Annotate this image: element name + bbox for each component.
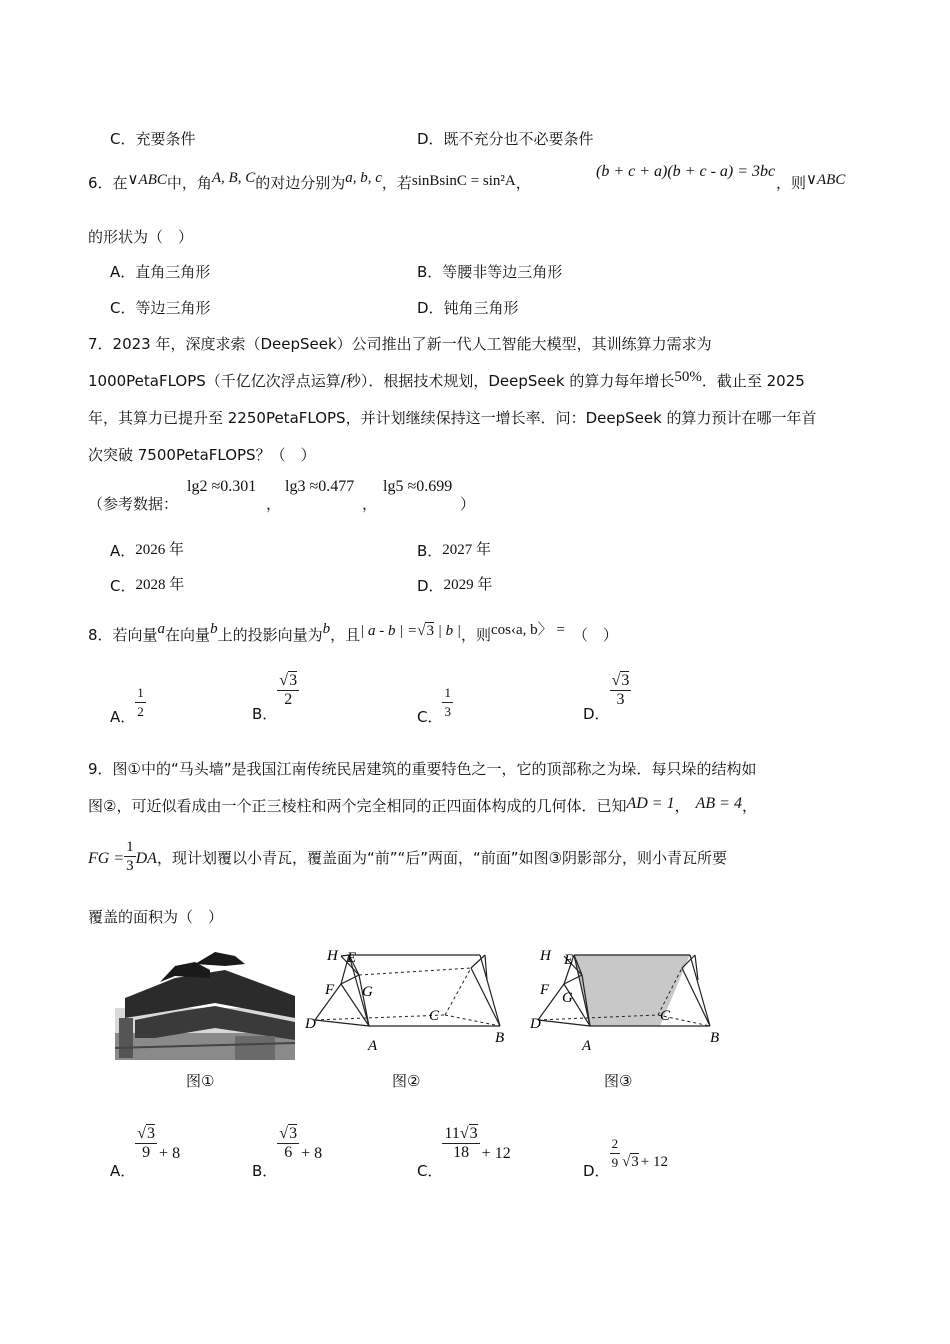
- q9-line4: 覆盖的面积为（ ）: [88, 908, 224, 926]
- option-letter: B．: [417, 542, 443, 560]
- point-label-g: G: [362, 984, 373, 1000]
- q8-vector-b: b: [210, 621, 218, 637]
- fraction-denominator: 18: [453, 1144, 470, 1161]
- q6-equation-1: sinBsinC = sin²A: [411, 173, 516, 189]
- figure-2-diagram: [305, 940, 520, 1052]
- q6-line2: 的形状为（ ）: [88, 228, 194, 246]
- fraction-denominator: 2: [284, 691, 293, 708]
- q6-text: 的对边分别为: [255, 174, 346, 192]
- point-label-f: F: [325, 982, 335, 998]
- point-label-c: C: [660, 1008, 671, 1024]
- fraction-denominator: 2: [137, 704, 144, 719]
- q6-angles: A, B, C: [211, 170, 256, 186]
- option-letter: C．: [110, 577, 136, 595]
- fraction-denominator: 3: [444, 704, 451, 719]
- q5-option-d[interactable]: D．既不充分也不必要条件: [417, 130, 594, 148]
- point-label-d: D: [530, 1016, 541, 1032]
- q6-then: [776, 172, 845, 193]
- q8-option-d[interactable]: [583, 672, 631, 723]
- point-label-e: E: [564, 952, 574, 968]
- fraction: $\frac{√3}{3}$: [611, 672, 630, 708]
- option-letter: A．: [110, 1162, 136, 1180]
- fraction-denominator: 6: [284, 1144, 293, 1161]
- option-root: √3: [622, 1154, 639, 1170]
- q6-text: ，则: [776, 174, 807, 192]
- fraction: $\frac{√3}{6}$: [279, 1125, 298, 1161]
- q9-option-c[interactable]: [417, 1125, 511, 1180]
- fraction: [135, 684, 146, 721]
- q7-text: ．截止至 2025: [701, 372, 805, 390]
- q8-text: 在向量: [165, 626, 211, 644]
- fraction: [124, 838, 136, 875]
- point-label-b: B: [495, 1030, 505, 1046]
- hidden-edge: [315, 1015, 445, 1020]
- q6-number: 6．在: [88, 174, 128, 192]
- q7-text: 1000PetaFLOPS（千亿亿次浮点运算/秒）．根据技术规划，DeepSeek 的算力每年增长: [88, 372, 675, 390]
- q7-growth: 50%: [674, 369, 702, 385]
- fraction-coefficient: 11: [444, 1125, 460, 1142]
- q6-option-d[interactable]: D．钝角三角形: [417, 299, 519, 317]
- fraction-denominator: 3: [126, 858, 134, 874]
- fraction: $\frac{√3}{2}$: [279, 672, 298, 708]
- fraction: $\frac{11√3}{18}$: [444, 1125, 478, 1161]
- q9-fg-left: FG =: [88, 850, 125, 867]
- q6-sides: a, b, c: [345, 170, 382, 186]
- fraction-numerator: 3: [289, 672, 298, 689]
- figure-3-label: 图③: [604, 1072, 633, 1090]
- option-tail: + 12: [481, 1145, 511, 1162]
- option-letter: D．: [583, 705, 610, 723]
- option-value: 2027 年: [442, 542, 492, 558]
- shaded-front-face: [574, 955, 690, 1026]
- edge: [538, 1020, 590, 1026]
- q6-line1: 6．在∨ABC中，角A, B, C的对边分别为a, b, c，若sinBsinC = sin²A，: [88, 170, 531, 192]
- fraction-numerator: 1: [442, 684, 453, 703]
- q9-line1: 9．图①中的“马头墙”是我国江南传统民居建筑的重要特色之一，它的顶部称之为垛．每只垛的结构如: [88, 760, 757, 778]
- fraction-numerator: 1: [135, 684, 146, 703]
- point-label-f: F: [540, 982, 550, 998]
- option-letter: D．: [583, 1162, 610, 1180]
- hidden-edge: [445, 1015, 500, 1026]
- q6-text: 中，角: [166, 174, 212, 192]
- root-value: 3: [631, 1154, 639, 1170]
- option-tail: + 8: [301, 1145, 323, 1162]
- q7-line4: 次突破 7500PetaFLOPS？（ ）: [88, 446, 316, 464]
- fraction: [442, 684, 453, 721]
- q9-ad: AD = 1: [626, 795, 675, 812]
- q8-cos: cos‹a, b〉 =: [490, 622, 565, 638]
- point-label-e: E: [347, 950, 357, 966]
- q6-equation-2: (b + c + a)(b + c - a) = 3bc: [596, 163, 776, 180]
- point-label-h: H: [327, 948, 338, 964]
- q9-fg-right: DA: [135, 850, 157, 867]
- q9-option-b[interactable]: [252, 1125, 323, 1180]
- q9-line2: 图②，可近似看成由一个正三棱柱和两个完全相同的正四面体构成的几何体．已知AD = 1， AB = 4，: [88, 795, 757, 815]
- q7-option-c[interactable]: [110, 575, 184, 596]
- q8-sqrt3: 3: [426, 623, 434, 639]
- edge: [315, 1020, 369, 1026]
- figure-2-label: 图②: [392, 1072, 421, 1090]
- hidden-edge: [359, 968, 471, 975]
- q8-abs-right: | b |: [437, 623, 461, 639]
- q7-option-a[interactable]: [110, 540, 184, 561]
- q6-option-b[interactable]: B．等腰非等边三角形: [417, 263, 563, 281]
- q6-option-c[interactable]: C．等边三角形: [110, 299, 211, 317]
- fraction: $\frac{√3}{9}$: [137, 1125, 156, 1161]
- figure-1-photo: [115, 948, 295, 1060]
- q7-option-b[interactable]: [417, 540, 491, 561]
- q6-text: ，若: [381, 174, 412, 192]
- q8-line1: [88, 621, 618, 645]
- point-label-b: B: [710, 1030, 720, 1046]
- figure-1-label: 图①: [186, 1072, 215, 1090]
- option-value: 2026 年: [135, 542, 185, 558]
- q9-text: 图②，可近似看成由一个正三棱柱和两个完全相同的正四面体构成的几何体．已知: [88, 797, 627, 815]
- q6-triangle: ∨ABC: [806, 172, 846, 188]
- q7-line1: 7．2023 年，深度求索（DeepSeek）公司推出了新一代人工智能大模型，其训练算力需求为: [88, 335, 712, 353]
- q6-option-a[interactable]: A．直角三角形: [110, 263, 211, 281]
- point-label-c: C: [429, 1008, 440, 1024]
- q8-option-b[interactable]: [252, 672, 299, 723]
- figure-3-diagram: [530, 940, 730, 1052]
- fraction-numerator: 1: [126, 839, 134, 855]
- q9-fg-line: [88, 838, 727, 875]
- q8-abs-expression: | a - b | =√3 | b |: [360, 623, 461, 639]
- q6-triangle: ∨ABC: [127, 172, 167, 188]
- hidden-edge: [445, 968, 471, 1015]
- q8-text: ，且: [330, 626, 361, 644]
- option-letter: B．: [252, 705, 278, 723]
- fraction: [610, 1135, 621, 1172]
- q8-text: ，则: [460, 626, 491, 644]
- option-letter: D．: [417, 577, 444, 595]
- option-value: 2028 年: [135, 577, 185, 593]
- point-label-d: D: [305, 1016, 316, 1032]
- q7-option-d[interactable]: [417, 575, 492, 596]
- q7-reference-close: ）: [460, 495, 476, 513]
- q7-lg2: lg2 ≈0.301: [187, 478, 257, 495]
- option-letter: A．: [110, 542, 136, 560]
- option-tail: + 8: [159, 1145, 181, 1162]
- q7-line3: 年，其算力已提升至 2250PetaFLOPS，并计划继续保持这一增长率．问：DeepSeek 的算力预计在哪一年首: [88, 409, 817, 427]
- q8-paren: （ ）: [572, 626, 618, 644]
- q7-comma: ，: [362, 495, 378, 513]
- q8-text: 上的投影向量为: [217, 626, 323, 644]
- q8-text: 8．若向量: [88, 626, 158, 644]
- q7-line2: [88, 370, 805, 391]
- q8-vector-b: b: [322, 621, 331, 637]
- option-letter: A．: [110, 708, 136, 726]
- point-label-a: A: [368, 1038, 378, 1052]
- fraction-denominator: 9: [142, 1144, 151, 1161]
- option-value: 2029 年: [443, 577, 493, 593]
- point-label-h: H: [540, 948, 551, 964]
- q8-abs-left: | a - b | =: [360, 623, 418, 639]
- fraction-numerator: 3: [621, 672, 630, 689]
- point-label-a: A: [582, 1038, 592, 1052]
- q7-lg3: lg3 ≈0.477: [285, 478, 355, 495]
- option-letter: B．: [252, 1162, 278, 1180]
- q9-text: ，现计划覆以小青瓦，覆盖面为“前”“后”两面，“前面”如图③阴影部分，则小青瓦所要: [156, 849, 728, 867]
- q8-option-c[interactable]: [417, 678, 453, 726]
- point-label-g: G: [562, 990, 573, 1006]
- q8-option-a[interactable]: [110, 678, 146, 726]
- q8-vector-a: a: [157, 621, 166, 637]
- fraction-numerator: 3: [469, 1125, 478, 1142]
- q9-option-a[interactable]: [110, 1125, 181, 1180]
- option-tail: + 12: [640, 1154, 669, 1170]
- fraction-numerator: 3: [289, 1125, 298, 1142]
- fraction-denominator: 9: [611, 1155, 619, 1170]
- edge: [480, 955, 500, 1026]
- q7-reference-open: （参考数据：: [88, 495, 179, 513]
- option-letter: C．: [417, 708, 443, 726]
- q7-comma: ，: [266, 495, 282, 513]
- q5-option-c[interactable]: C．充要条件: [110, 130, 196, 148]
- fraction-numerator: 3: [147, 1125, 156, 1142]
- q9-option-d[interactable]: [583, 1135, 669, 1180]
- q9-ab: AB = 4: [695, 795, 742, 812]
- fraction-denominator: 3: [616, 691, 625, 708]
- fraction-numerator: 2: [610, 1135, 621, 1154]
- option-letter: C．: [417, 1162, 443, 1180]
- q7-lg5: lg5 ≈0.699: [383, 478, 453, 495]
